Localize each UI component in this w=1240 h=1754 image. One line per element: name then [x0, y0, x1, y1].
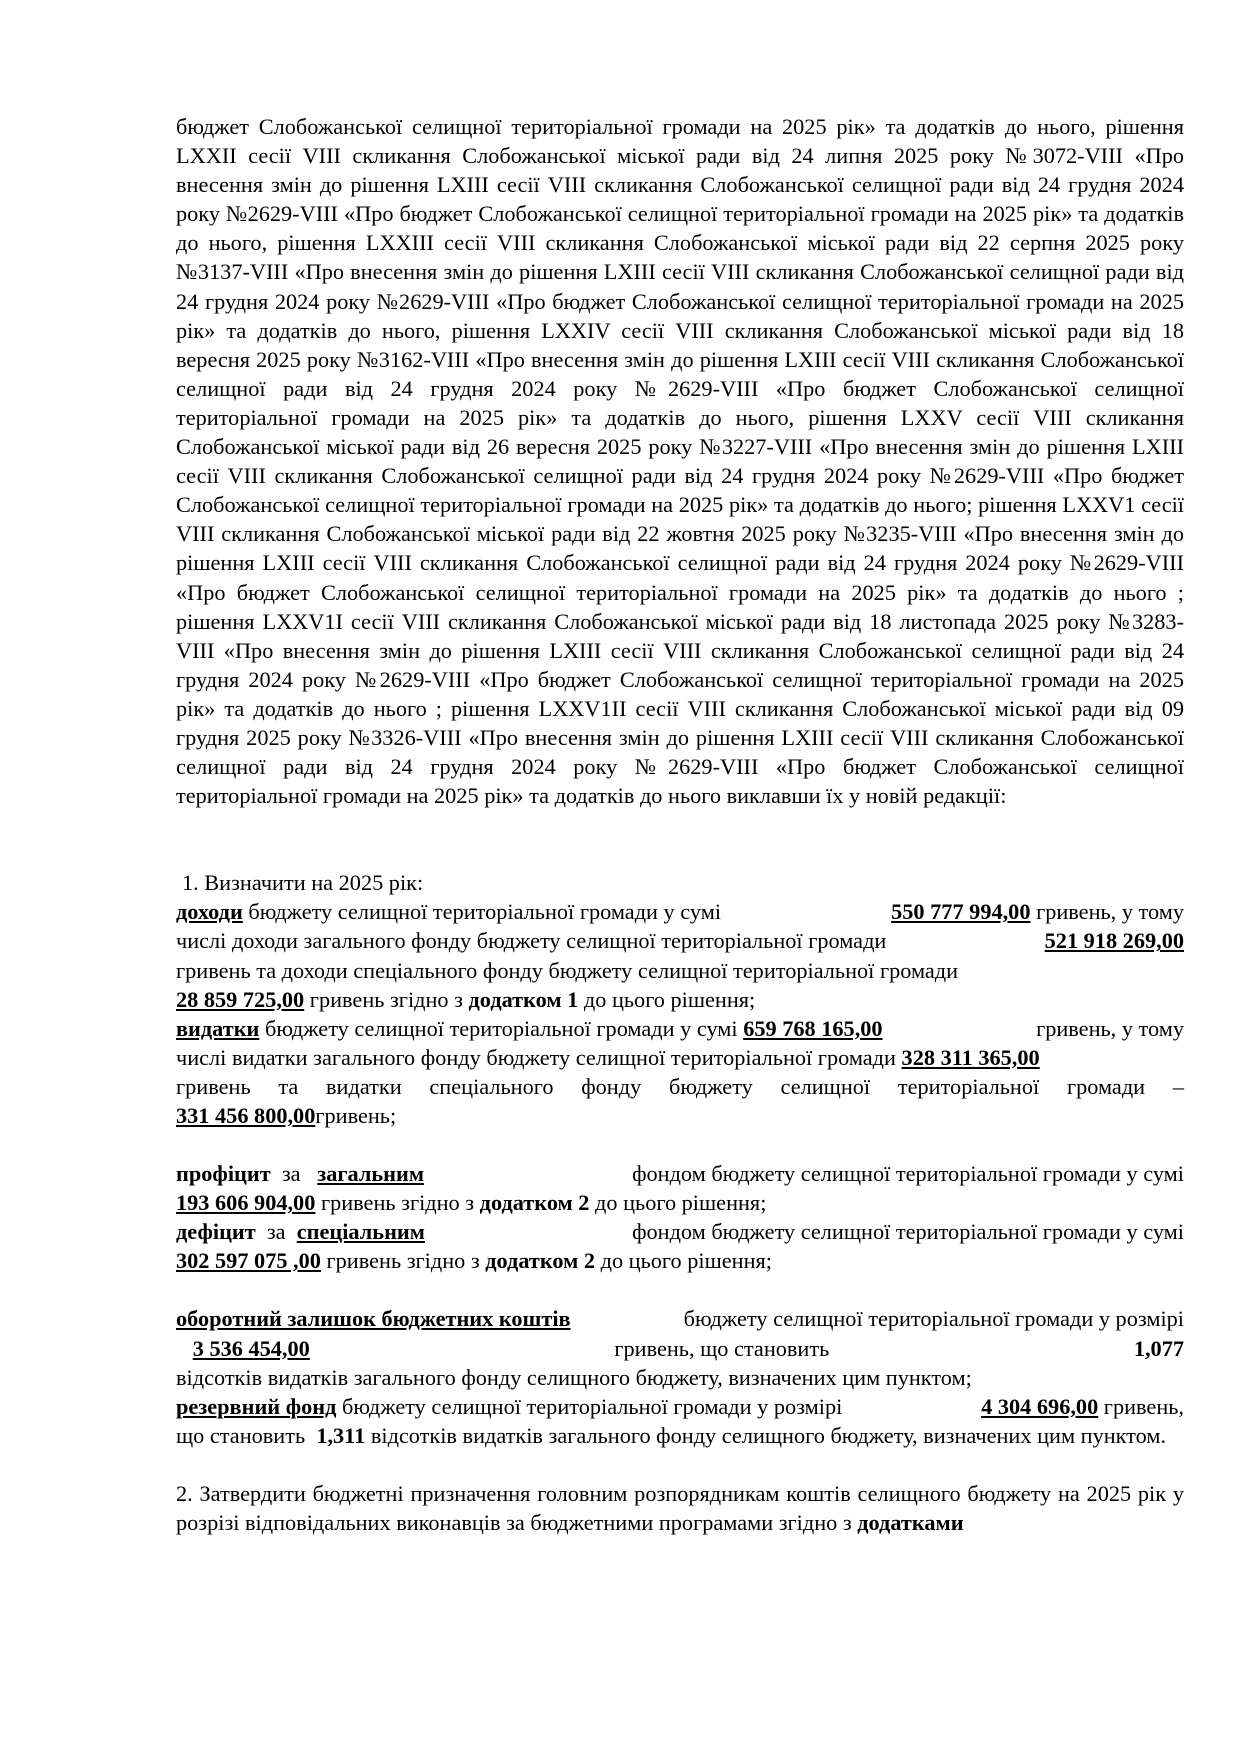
deficit-addendum: додатком 2: [485, 1248, 596, 1274]
expenses-text-4: гривень та видатки спеціального фонду бюджету селищної територіальної громади –: [176, 1073, 1184, 1099]
expenses-text-5: гривень;: [315, 1103, 397, 1128]
working-balance-text-1: бюджету селищної територіальної громади у розмірі: [683, 1306, 1184, 1332]
expenses-general-amount: 328 311 365,00: [901, 1044, 1040, 1070]
surplus-label: профіцит: [176, 1161, 271, 1187]
deficit-text-4: до цього рішення;: [600, 1248, 772, 1274]
expenses-total-amount: 659 768 165,00: [743, 1015, 883, 1041]
working-balance-percent: 1,077: [1133, 1335, 1184, 1361]
section-2-paragraph: [176, 1479, 1184, 1537]
expenses-label: видатки: [176, 1015, 260, 1041]
reserve-fund-text-1: бюджету селищної територіальної громади у розмірі: [342, 1393, 843, 1419]
surplus-amount: 193 606 904,00: [176, 1190, 316, 1216]
surplus-block: [176, 1159, 1184, 1217]
section-1: [176, 868, 1184, 1450]
reserve-fund-label: резервний фонд: [176, 1393, 337, 1419]
income-text-4: гривень та доходи спеціального фонду бюджету селищної територіальної громади: [176, 957, 959, 983]
income-label: доходи: [176, 899, 243, 925]
expenses-text-1: бюджету селищної територіальної громади у сумі: [264, 1015, 738, 1041]
income-special-amount: 28 859 725,00: [176, 986, 305, 1012]
income-block: [176, 897, 1184, 1013]
surplus-addendum: додатком 2: [479, 1190, 590, 1216]
income-text-6: до цього рішення;: [583, 986, 756, 1012]
reserve-fund-text-4: відсотків видатків загального фонду селищного бюджету, визначених цим пунктом.: [370, 1422, 1167, 1448]
reserve-fund-text-3: що становить: [176, 1422, 306, 1448]
surplus-fund: загальним: [317, 1161, 425, 1187]
reserve-fund-percent: 1,311: [316, 1422, 366, 1448]
surplus-text-4: до цього рішення;: [595, 1190, 767, 1216]
working-balance-label: оборотний залишок бюджетних коштів: [176, 1306, 571, 1332]
reserve-fund-text-2: гривень,: [1103, 1393, 1184, 1419]
deficit-text-1: за: [266, 1219, 286, 1245]
income-total-amount: 550 777 994,00: [891, 899, 1031, 925]
working-balance-text-3: відсотків видатків загального фонду селищного бюджету, визначених цим пунктом;: [176, 1364, 972, 1390]
working-balance-text-2: гривень, що становить: [614, 1335, 830, 1361]
section-2-text: 2. Затвердити бюджетні призначення головним розпорядникам коштів селищного бюджету на 2025 рік у розрізі відповідальних виконавців за бюджетними програмами згідно з: [176, 1480, 1184, 1536]
document-page: [176, 112, 1184, 1537]
section-1-heading: 1. Визначити на 2025 рік:: [182, 870, 424, 896]
income-text-5: гривень згідно з: [309, 986, 463, 1012]
income-general-amount: 521 918 269,00: [1044, 928, 1184, 954]
deficit-text-2: фондом бюджету селищної територіальної громади у сумі: [632, 1219, 1184, 1245]
expenses-special-amount: 331 456 800,00: [176, 1103, 316, 1128]
deficit-text-3: гривень згідно з: [326, 1248, 480, 1274]
surplus-text-1: за: [281, 1161, 301, 1187]
income-text-3: числі доходи загального фонду бюджету селищної територіальної громади: [176, 928, 887, 954]
surplus-text-2: фондом бюджету селищної територіальної громади у сумі: [632, 1161, 1184, 1187]
reserve-fund-amount: 4 304 696,00: [981, 1393, 1099, 1419]
deficit-amount: 302 597 075 ,00: [176, 1248, 321, 1274]
income-addendum: додатком 1: [468, 986, 579, 1012]
reserve-fund-block: [176, 1392, 1184, 1450]
deficit-label: дефіцит: [176, 1219, 256, 1245]
working-balance-block: [176, 1304, 1184, 1391]
income-text-2: гривень, у тому: [1036, 899, 1184, 925]
surplus-text-3: гривень згідно з: [320, 1190, 475, 1216]
expenses-block: [176, 1014, 1184, 1130]
deficit-block: [176, 1217, 1184, 1275]
intro-paragraph: бюджет Слобожанської селищної територіальної громади на 2025 рік» та додатків до нього, рішення LXXII сесії VIII скликання Слобожанської міської ради від 24 липня 2025 року №3072-VIII «Про внесення змін до рішення LXIII сесії VIII скликання Слобожанської селищної ради від 24 грудня 2024 року №2629-VIII «Про бюджет Слобожанської селищної територіальної громади на 2025 рік» та додатків до нього, рішення LXXIII сесії VIII скликання Слобожанської міської ради від 22 серпня 2025 року №3137-VIII «Про внесення змін до рішення LXIII сесії VIII скликання Слобожанської селищної ради від 24 грудня 2024 року №2629-VIII «Про бюджет Слобожанської селищної територіальної громади на 2025 рік» та додатків до нього, рішення LXXIV сесії VIII скликання Слобожанської міської ради від 18 вересня 2025 року №3162-VIII «Про внесення змін до рішення LXIII сесії VIII скликання Слобожанської селищної ради від 24 грудня 2024 року №2629-VIII «Про бюджет Слобожанської селищної територіальної громади на 2025 рік» та додатків до нього, рішення LXXV сесії VIII скликання Слобожанської міської ради від 26 вересня 2025 року №3227-VIII «Про внесення змін до рішення LXIII сесії VIII скликання Слобожанської селищної ради від 24 грудня 2024 року №2629-VIII «Про бюджет Слобожанської селищної територіальної громади на 2025 рік» та додатків до нього; рішення LXXV1 сесії VIII скликання Слобожанської міської ради від 22 жовтня 2025 року №3235-VIII «Про внесення змін до рішення LXIII сесії VIII скликання Слобожанської селищної ради від 24 грудня 2024 року №2629-VIII «Про бюджет Слобожанської селищної територіальної громади на 2025 рік» та додатків до нього ; рішення LXXV1I сесії VIII скликання Слобожанської міської ради від 18 листопада 2025 року №3283-VIII «Про внесення змін до рішення LXIII сесії VIII скликання Слобожанської селищної ради від 24 грудня 2024 року №2629-VIII «Про бюджет Слобожанської селищної територіальної громади на 2025 рік» та додатків до нього ; рішення LXXV1II сесії VIII скликання Слобожанської міської ради від 09 грудня 2025 року №3326-VIII «Про внесення змін до рішення LXIII сесії VIII скликання Слобожанської селищної ради від 24 грудня 2024 року №2629-VIII «Про бюджет Слобожанської селищної територіальної громади на 2025 рік» та додатків до нього виклавши їх у новій редакції:: [176, 114, 1184, 809]
expenses-text-2: гривень, у тому: [1036, 1015, 1184, 1041]
section-2-tail: додатками: [857, 1510, 964, 1536]
expenses-text-3: числі видатки загального фонду бюджету селищної територіальної громади: [176, 1044, 896, 1070]
working-balance-amount: 3 536 454,00: [192, 1335, 310, 1361]
deficit-fund: спеціальним: [296, 1219, 425, 1245]
income-text-1: бюджету селищної територіальної громади у сумі: [248, 899, 722, 925]
